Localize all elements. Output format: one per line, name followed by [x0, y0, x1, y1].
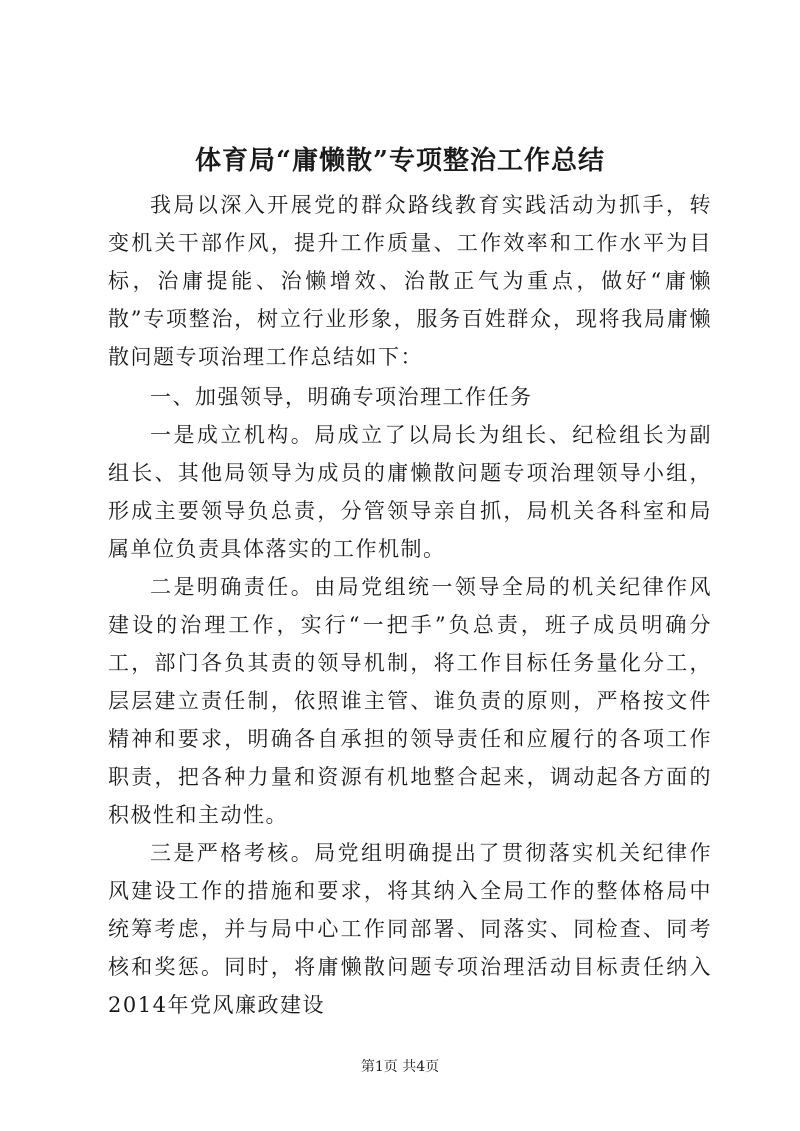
paragraph-strict-assessment: 三是严格考核。局党组明确提出了贯彻落实机关纪律作风建设工作的措施和要求，将其纳入全局工作的整体格局中统筹考虑，并与局中心工作同部署、同落实、同检查、同考核和奖惩。同时，将庸懒散问题专项治理活动目标责任纳入2014年党风廉政建设: [108, 841, 712, 1017]
section-heading-1: 一、加强领导，明确专项治理工作任务: [150, 385, 533, 409]
document-body: [108, 186, 712, 1024]
paragraph-intro: 我局以深入开展党的群众路线教育实践活动为抓手，转变机关干部作风，提升工作质量、工作效率和工作水平为目标，治庸提能、治懒增效、治散正气为重点，做好“庸懒散”专项整治，树立行业形象，服务百姓群众，现将我局庸懒散问题专项治理工作总结如下：: [108, 193, 712, 369]
paragraph-clarify-responsibility: 二是明确责任。由局党组统一领导全局的机关纪律作风建设的治理工作，实行“一把手”负总责，班子成员明确分工，部门各负其责的领导机制，将工作目标任务量化分工，层层建立责任制，依照谁主管、谁负责的原则，严格按文件精神和要求，明确各自承担的领导责任和应履行的各项工作职责，把各种力量和资源有机地整合起来，调动起各方面的积极性和主动性。: [108, 575, 712, 827]
paragraph-establish-organization: 一是成立机构。局成立了以局长为组长、纪检组长为副组长、其他局领导为成员的庸懒散问题专项治理领导小组，形成主要领导负总责，分管领导亲自抓，局机关各科室和局属单位负责具体落实的工作机制。: [108, 423, 712, 561]
document-title: 体育局“庸懒散”专项整治工作总结: [195, 146, 605, 176]
page-footer: 第1页 共4页: [360, 1059, 440, 1075]
